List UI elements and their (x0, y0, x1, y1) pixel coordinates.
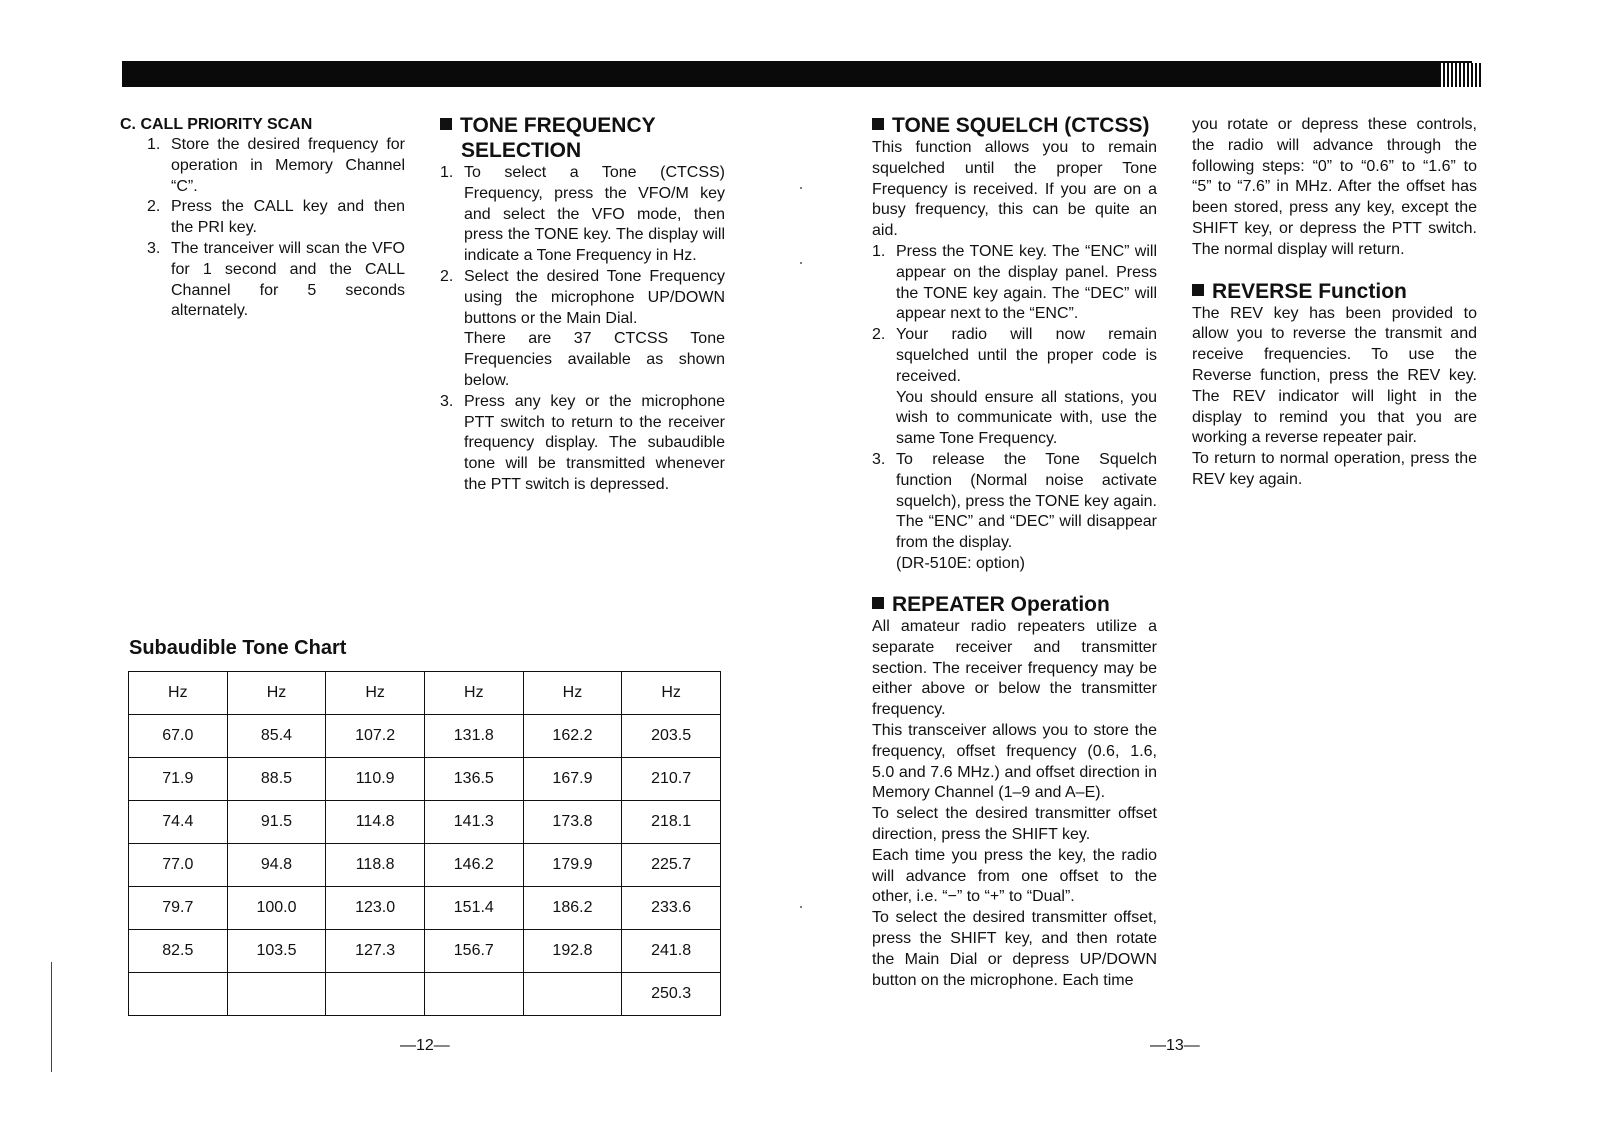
column-header: Hz (622, 672, 721, 715)
table-cell: 173.8 (523, 801, 622, 844)
section-heading (872, 592, 1157, 617)
square-bullet-icon (872, 118, 884, 130)
paragraph: To select the desired transmitter offset direction, press the SHIFT key. (872, 805, 1157, 843)
table-cell: 250.3 (622, 973, 721, 1016)
table-cell: 67.0 (129, 715, 228, 758)
table-row (129, 758, 721, 801)
table-cell (227, 973, 326, 1016)
table-cell: 141.3 (424, 801, 523, 844)
item-number: 1. (872, 242, 886, 260)
column-header: Hz (129, 672, 228, 715)
list-item (440, 392, 725, 496)
page-number-left: —12— (400, 1037, 450, 1054)
table-cell: 203.5 (622, 715, 721, 758)
table-cell: 103.5 (227, 930, 326, 973)
column-header: Hz (424, 672, 523, 715)
section-heading (1192, 279, 1477, 304)
item-text: Press the TONE key. The “ENC” will appear on the display panel. Press the TONE key again. The “DEC” will appear next to the “ENC”. (896, 242, 1157, 323)
paragraph: The REV key has been provided to allow you to reverse the transmit and receive frequencies. To use the Reverse function, press the REV key. The REV indicator will light in the display to remind you that you are working a reverse repeater pair. (1192, 304, 1477, 447)
paragraph: To return to normal operation, press the REV key again. (1192, 450, 1477, 488)
margin-line (51, 962, 52, 1072)
list-item (872, 242, 1157, 325)
table-cell: 77.0 (129, 844, 228, 887)
table-cell: 186.2 (523, 887, 622, 930)
item-number: 2. (872, 326, 886, 344)
table-cell: 192.8 (523, 930, 622, 973)
item-number: 1. (440, 164, 454, 181)
tone-frequency-section (440, 113, 725, 496)
scan-dot (800, 262, 802, 264)
section-heading (440, 113, 725, 163)
table-cell: 110.9 (326, 758, 425, 801)
table-cell: 123.0 (326, 887, 425, 930)
table-header-row (129, 672, 721, 715)
table-cell: 233.6 (622, 887, 721, 930)
table-cell (129, 973, 228, 1016)
scan-dot (800, 187, 802, 189)
item-number: 2. (147, 198, 161, 216)
call-priority-list (120, 135, 405, 322)
paragraph: To select the desired transmitter offset, press the SHIFT key, and then rotate the Main Dial or depress UP/DOWN button on the microphone. Each time (872, 909, 1157, 989)
chart-title: Subaudible Tone Chart (129, 637, 347, 659)
column-header: Hz (326, 672, 425, 715)
table-cell (424, 973, 523, 1016)
continuation-text: you rotate or depress these controls, the radio will advance through the following steps: “0” to “0.6” to “1.6” to “5” to “7.6” in MHz. After the offset has been stored, press any key, except the SHIFT key, or depress the PTT switch. The normal display will return. (1192, 116, 1477, 258)
item-text: Store the desired frequency for operation in Memory Channel “C”. (171, 136, 405, 195)
table-row (129, 715, 721, 758)
table-cell: 241.8 (622, 930, 721, 973)
paragraph: All amateur radio repeaters utilize a separate receiver and transmitter section. The receiver frequency may be either above or below the transmitter frequency. (872, 618, 1157, 719)
table-row (129, 887, 721, 930)
scan-dot (800, 906, 802, 908)
list-item (440, 163, 725, 267)
item-number: 1. (147, 136, 161, 153)
paragraph: This transceiver allows you to store the frequency, offset frequency (0.6, 1.6, 5.0 and 7.6 MHz.) and offset direction in Memory Channel (1–9 and A–E). (872, 721, 1157, 802)
tone-squelch-section (872, 113, 1157, 575)
table-cell: 82.5 (129, 930, 228, 973)
table-cell: 118.8 (326, 844, 425, 887)
repeater-section (872, 592, 1157, 991)
heading-line: TONE FREQUENCY (460, 114, 656, 137)
table-cell: 94.8 (227, 844, 326, 887)
table-cell: 88.5 (227, 758, 326, 801)
tone-squelch-list (872, 242, 1157, 575)
square-bullet-icon (440, 118, 452, 130)
paragraph: Each time you press the key, the radio will advance from one offset to the other, i.e. “−” to “+” to “Dual”. (872, 846, 1157, 906)
table-cell: 85.4 (227, 715, 326, 758)
table-cell: 162.2 (523, 715, 622, 758)
intro-text: This function allows you to remain squelched until the proper Tone Frequency is received. If you are on a busy frequency, this can be quite an aid. (872, 139, 1157, 240)
heading-text: REPEATER Operation (892, 593, 1110, 616)
table-cell: 71.9 (129, 758, 228, 801)
table-cell: 79.7 (129, 887, 228, 930)
section-heading (872, 113, 1157, 138)
top-header-bar (122, 61, 1472, 87)
table-cell: 100.0 (227, 887, 326, 930)
item-text: To select a Tone (CTCSS) Frequency, press the VFO/M key and select the VFO mode, then press the TONE key. The display will indicate a Tone Frequency in Hz. (464, 164, 725, 265)
table-cell: 107.2 (326, 715, 425, 758)
list-item (440, 267, 725, 392)
table-cell (523, 973, 622, 1016)
list-item (147, 239, 405, 322)
table-row (129, 930, 721, 973)
section-heading: C. CALL PRIORITY SCAN (120, 116, 313, 133)
item-text: Your radio will now remain squelched until the proper code is received. (896, 326, 1157, 385)
table-cell: 91.5 (227, 801, 326, 844)
column-header: Hz (227, 672, 326, 715)
tone-chart-table (128, 671, 721, 1016)
table-cell: 218.1 (622, 801, 721, 844)
tone-chart-body (129, 672, 721, 1016)
heading-line: SELECTION (461, 139, 582, 162)
table-cell: 114.8 (326, 801, 425, 844)
item-number: 3. (872, 450, 886, 468)
table-cell: 74.4 (129, 801, 228, 844)
page-number-right: —13— (1150, 1037, 1200, 1054)
table-cell: 136.5 (424, 758, 523, 801)
table-cell: 225.7 (622, 844, 721, 887)
table-cell: 151.4 (424, 887, 523, 930)
table-cell: 146.2 (424, 844, 523, 887)
item-number: 3. (440, 392, 454, 410)
table-cell: 167.9 (523, 758, 622, 801)
column-header: Hz (523, 672, 622, 715)
item-text: The tranceiver will scan the VFO for 1 second and the CALL Channel for 5 seconds alternately. (171, 239, 405, 320)
square-bullet-icon (872, 597, 884, 609)
table-cell: 131.8 (424, 715, 523, 758)
item-text: To release the Tone Squelch function (Normal noise activate squelch), press the TONE key again. The “ENC” and “DEC” will disappear from the display. (896, 450, 1157, 552)
item-text: Select the desired Tone Frequency using the microphone UP/DOWN buttons or the Main Dial. (464, 267, 725, 327)
table-cell: 127.3 (326, 930, 425, 973)
edge-tick-marks (1441, 63, 1481, 87)
item-number: 2. (440, 267, 454, 285)
item-number: 3. (147, 239, 161, 257)
item-text: Press any key or the microphone PTT switch to return to the receiver frequency display. The subaudible tone will be transmitted whenever the PTT switch is depressed. (464, 392, 725, 493)
right-column (1192, 115, 1477, 491)
table-cell: 179.9 (523, 844, 622, 887)
item-extra: (DR-510E: option) (896, 554, 1025, 572)
list-item (147, 197, 405, 239)
table-cell (326, 973, 425, 1016)
call-priority-section (120, 115, 405, 322)
table-row (129, 973, 721, 1016)
list-item (872, 450, 1157, 575)
list-item (147, 135, 405, 197)
item-text: Press the CALL key and then the PRI key. (171, 198, 405, 237)
item-extra: You should ensure all stations, you wish to communicate with, use the same Tone Frequency. (896, 388, 1157, 448)
table-cell: 210.7 (622, 758, 721, 801)
heading-text: REVERSE Function (1212, 279, 1407, 303)
square-bullet-icon (1192, 284, 1204, 296)
table-row (129, 844, 721, 887)
tone-frequency-list (440, 163, 725, 496)
table-cell: 156.7 (424, 930, 523, 973)
list-item (872, 325, 1157, 450)
table-row (129, 801, 721, 844)
heading-text: TONE SQUELCH (CTCSS) (892, 114, 1150, 137)
item-extra: There are 37 CTCSS Tone Frequencies available as shown below. (464, 330, 725, 389)
